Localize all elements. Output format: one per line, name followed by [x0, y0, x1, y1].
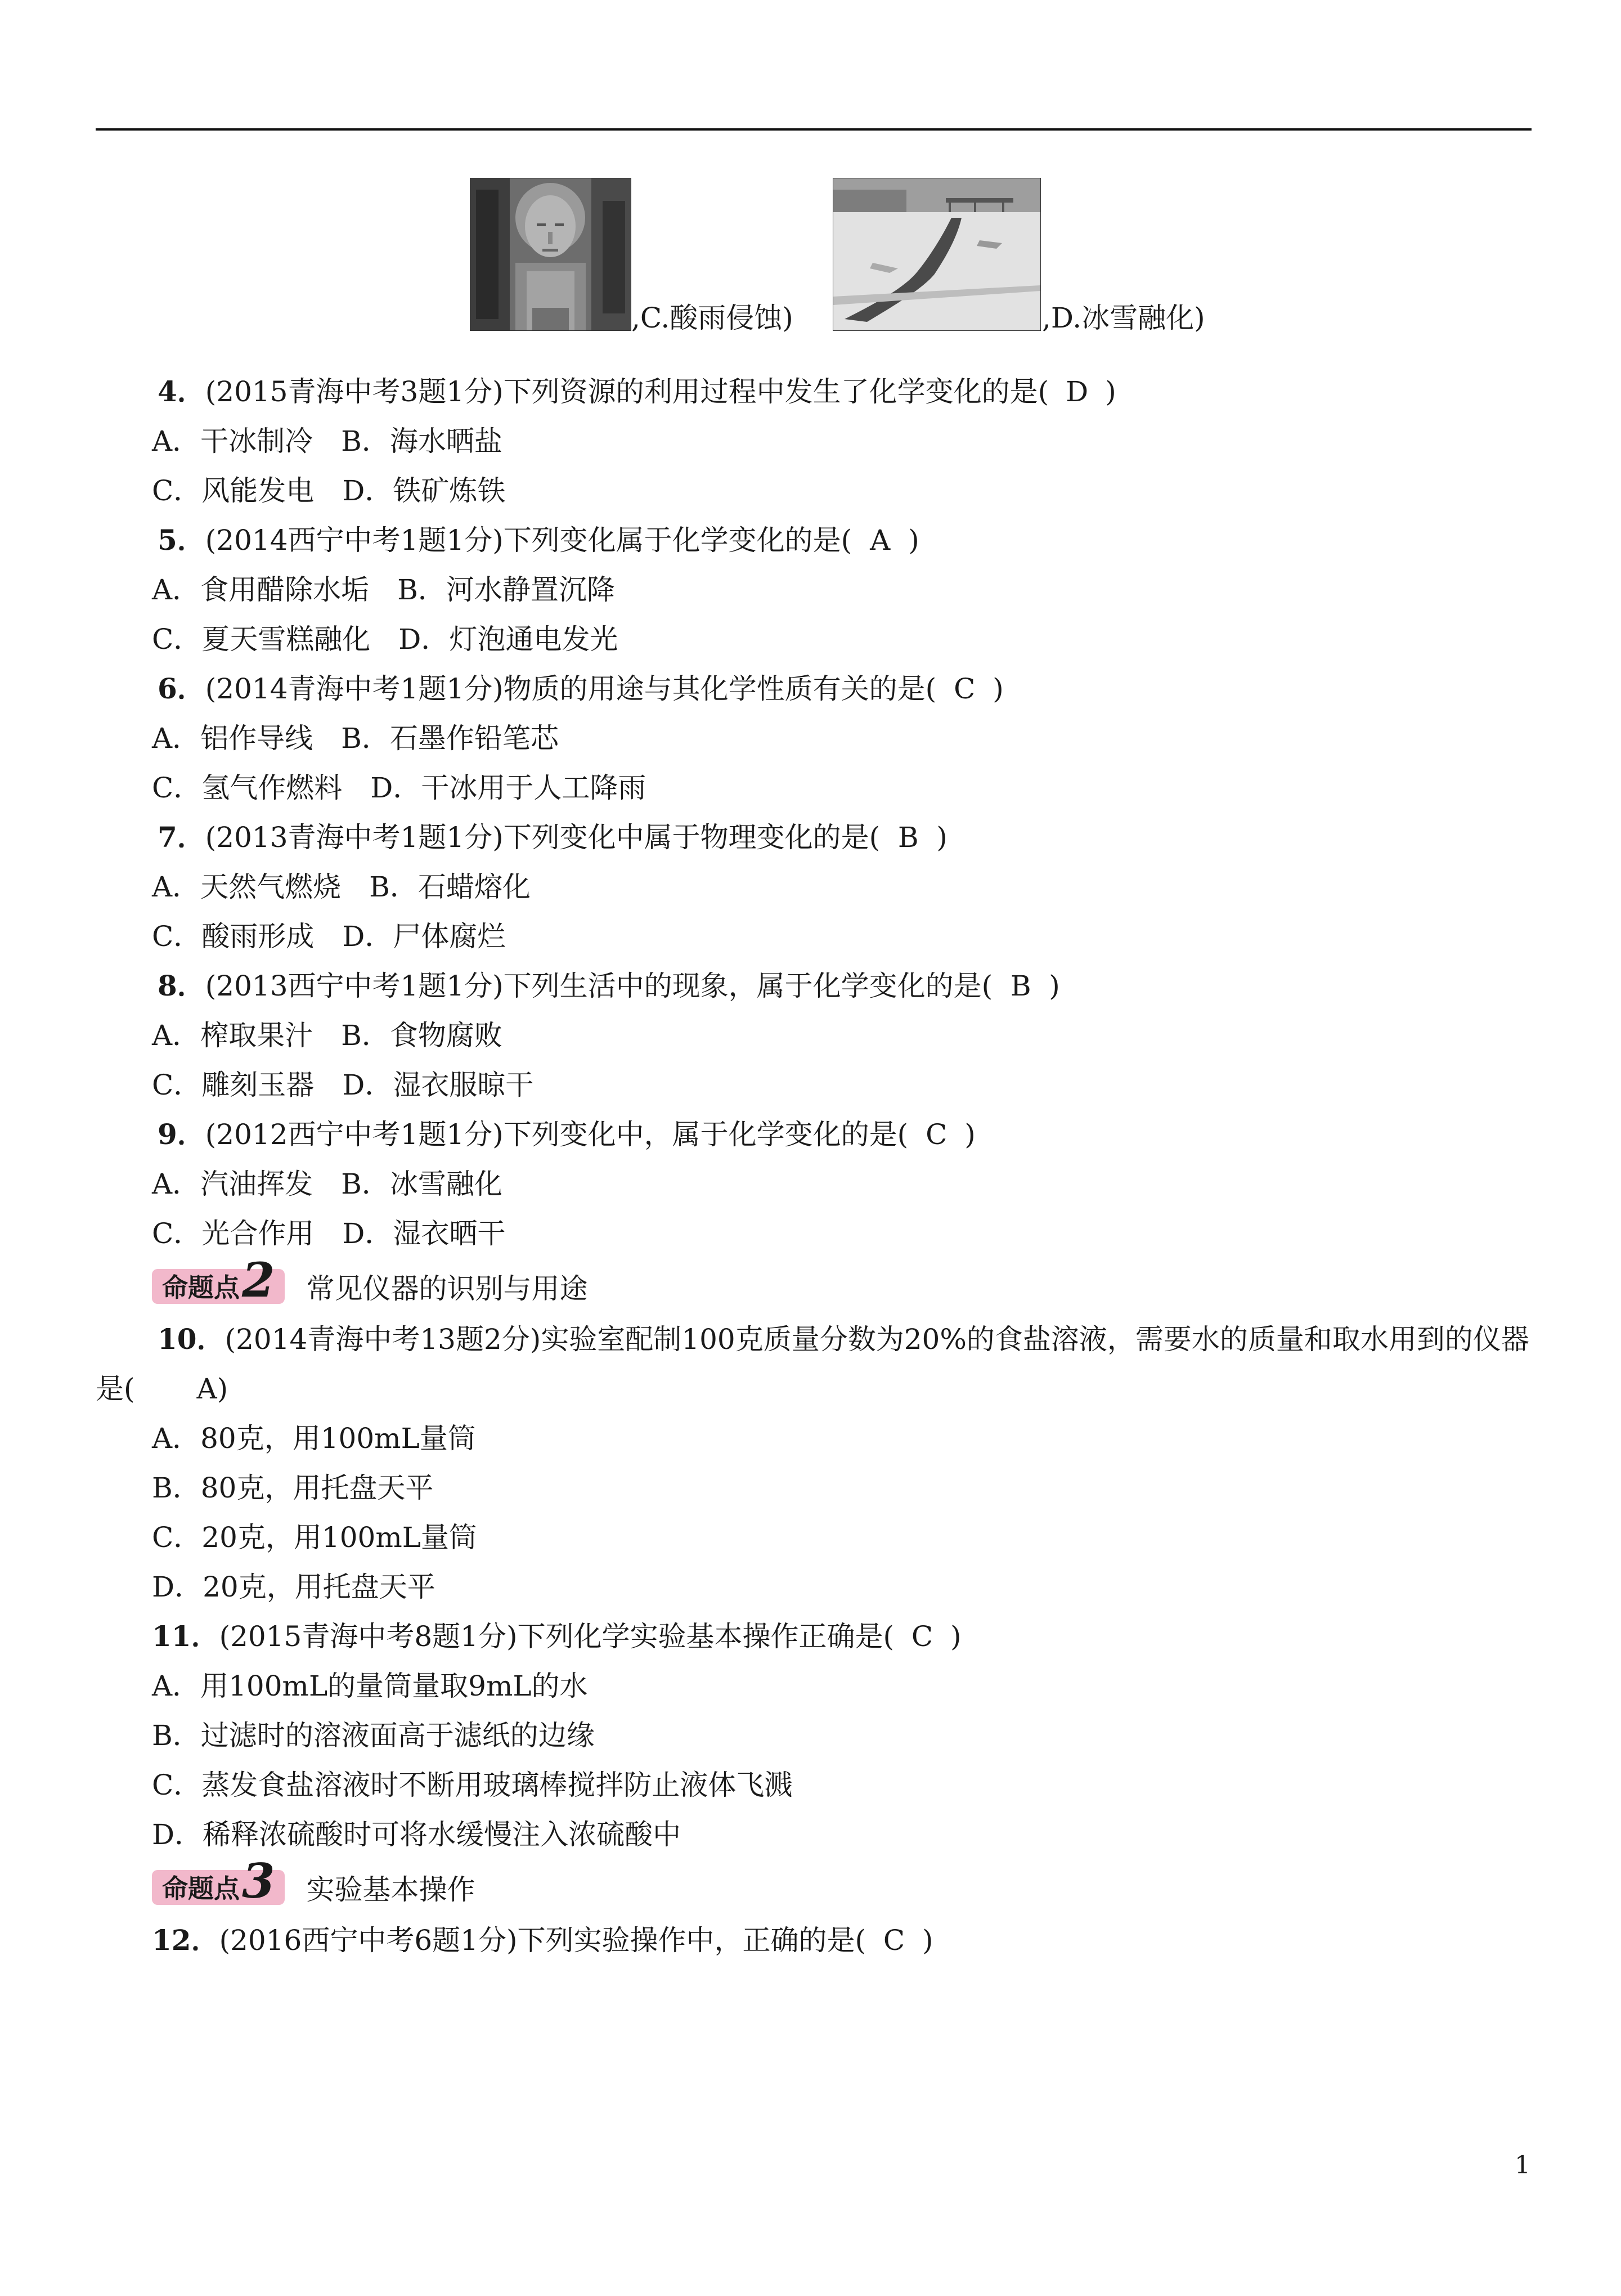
- question-number: 8．: [158, 969, 205, 1002]
- option-line: A．干冰制冷 B．海水晒盐: [152, 425, 502, 458]
- option-line: A．食用醋除水垢 B．河水静置沉降: [152, 573, 615, 606]
- question-4: [96, 367, 1532, 416]
- section-heading-3: [96, 1853, 1532, 1916]
- option-line: A．铝作导线 B．石墨作铅笔芯: [152, 722, 559, 755]
- option-line: C．20克，用100mL量筒: [152, 1521, 477, 1554]
- question-source: (2014西宁中考1题1分): [205, 524, 504, 557]
- question-stem: 物质的用途与其化学性质有关的是(: [503, 672, 937, 705]
- option-line: A．80克，用100mL量筒: [152, 1422, 476, 1455]
- section-title: 实验基本操作: [306, 1873, 475, 1906]
- answer: B: [1010, 970, 1031, 1002]
- answer: C: [954, 672, 976, 705]
- question-source: (2015青海中考8题1分): [219, 1620, 518, 1653]
- question-source: (2012西宁中考1题1分): [205, 1118, 504, 1151]
- question-number: 11．: [152, 1620, 219, 1653]
- question-list: [96, 367, 1532, 1965]
- option-line: D．稀释浓硫酸时可将水缓慢注入浓硫酸中: [152, 1818, 681, 1851]
- question-close: ): [908, 524, 919, 557]
- question-stem: 下列生活中的现象，属于化学变化的是(: [503, 970, 993, 1002]
- section-badge: 命题点 3: [152, 1870, 285, 1905]
- question-close: ): [993, 672, 1004, 705]
- option-line: C．夏天雪糕融化 D．灯泡通电发光: [152, 623, 618, 656]
- question-close: ): [936, 821, 948, 854]
- question-source: (2015青海中考3题1分): [205, 375, 504, 408]
- section-badge: 命题点 2: [152, 1269, 285, 1304]
- section-title: 常见仪器的识别与用途: [306, 1272, 588, 1305]
- answer: D: [1066, 375, 1089, 408]
- option-line: A．汽油挥发 B．冰雪融化: [152, 1168, 502, 1200]
- option-line: C．蒸发食盐溶液时不断用玻璃棒搅拌防止液体飞溅: [152, 1769, 793, 1801]
- question-number: 12．: [152, 1923, 219, 1957]
- giant-buddha-photo: [470, 178, 631, 331]
- option-line: A．天然气燃烧 B．石蜡熔化: [152, 871, 531, 903]
- option-line: B．80克，用托盘天平: [152, 1472, 434, 1504]
- option-line: C．氢气作燃料 D．干冰用于人工降雨: [152, 772, 646, 804]
- answer: C: [926, 1118, 948, 1151]
- option-line: D．20克，用托盘天平: [152, 1571, 435, 1603]
- question-source: (2014青海中考1题1分): [205, 672, 504, 705]
- question-close: ): [217, 1373, 228, 1405]
- top-rule: [96, 128, 1532, 131]
- question-close: ): [964, 1118, 976, 1151]
- question-number: 4．: [158, 375, 205, 408]
- option-line: C．风能发电 D．铁矿炼铁: [152, 474, 506, 507]
- snow-melting-photo: [833, 178, 1041, 331]
- question-stem: 下列变化中，属于化学变化的是(: [503, 1118, 909, 1151]
- question-12: [96, 1916, 1532, 1965]
- question-number: 7．: [158, 820, 205, 854]
- question-number: 5．: [158, 523, 205, 557]
- section-heading-2: [96, 1252, 1532, 1315]
- question-stem: 实验室配制100克质量分数为20%的食盐溶液，需要水的质量和取水用到的仪器是(: [96, 1323, 1529, 1405]
- question-number: 10．: [158, 1322, 225, 1356]
- question-stem: 下列资源的利用过程中发生了化学变化的是(: [503, 375, 1049, 408]
- question-stem: 下列化学实验基本操作正确是(: [517, 1620, 894, 1653]
- question-close: ): [950, 1620, 962, 1653]
- option-line: A．榨取果汁 B．食物腐败: [152, 1019, 502, 1052]
- question-source: (2013西宁中考1题1分): [205, 970, 504, 1002]
- question-7: [96, 813, 1532, 862]
- question-11: [96, 1612, 1532, 1661]
- caption-d: ,D.冰雪融化): [1042, 302, 1205, 334]
- question-stem: 下列变化属于化学变化的是(: [503, 524, 852, 557]
- question-close: ): [922, 1924, 933, 1957]
- answer: A: [870, 524, 891, 557]
- question-stem: 下列实验操作中，正确的是(: [517, 1924, 866, 1957]
- question-10: [96, 1315, 1532, 1414]
- question-source: (2014青海中考13题2分): [224, 1323, 541, 1356]
- question-5: [96, 515, 1532, 565]
- question-source: (2013青海中考1题1分): [205, 821, 504, 854]
- question-8: [96, 961, 1532, 1011]
- answer: C: [883, 1924, 905, 1957]
- section-badge-number: 2: [242, 1252, 275, 1308]
- option-line: B．过滤时的溶液面高于滤纸的边缘: [152, 1719, 595, 1752]
- answer: C: [911, 1620, 933, 1653]
- answer: A: [196, 1373, 217, 1405]
- question-6: [96, 664, 1532, 714]
- question-number: 9．: [158, 1118, 205, 1151]
- question-source: (2016西宁中考6题1分): [219, 1924, 518, 1957]
- answer: B: [897, 821, 919, 854]
- section-badge-number: 3: [242, 1853, 275, 1909]
- question-close: ): [1105, 375, 1116, 408]
- question-stem: 下列变化中属于物理变化的是(: [503, 821, 881, 854]
- question-9: [96, 1110, 1532, 1159]
- option-line: C．光合作用 D．湿衣晒干: [152, 1217, 506, 1250]
- option-line: C．酸雨形成 D．尸体腐烂: [152, 920, 506, 953]
- option-line: A．用100mL的量筒量取9mL的水: [152, 1670, 588, 1702]
- question-close: ): [1049, 970, 1060, 1002]
- question-number: 6．: [158, 672, 205, 705]
- page-number: 1: [1515, 2151, 1530, 2180]
- option-line: C．雕刻玉器 D．湿衣服晾干: [152, 1069, 534, 1101]
- caption-c: ,C.酸雨侵蚀): [631, 302, 793, 334]
